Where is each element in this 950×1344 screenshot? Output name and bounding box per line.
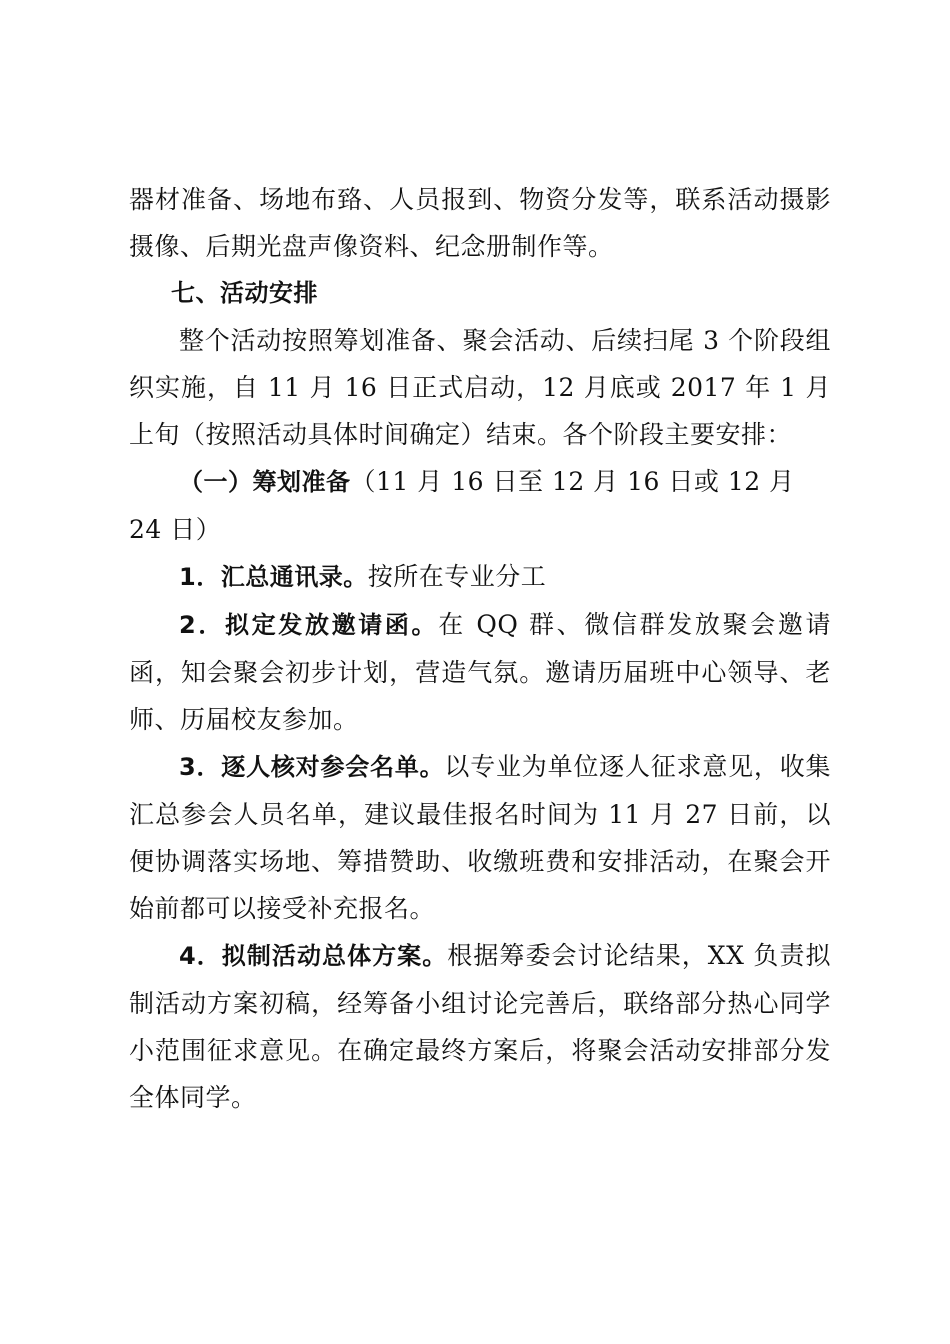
item-2-label: 2．拟定发放邀请函。 [179, 611, 439, 639]
intro-paragraph: 整个活动按照筹划准备、聚会活动、后续扫尾 3 个阶段组织实施，自 11 月 16 日正式启动，12 月底或 2017 年 1 月上旬（按照活动具体时间确定）结束。各个阶段主要安排： [129, 326, 831, 449]
phase-label: （一）筹划准备 [179, 468, 351, 496]
item-3 [129, 743, 831, 932]
item-4-text: 根据筹委会讨论结果，XX 负责拟制活动方案初稿，经筹备小组讨论完善后，联络部分热心同学小范围征求意见。在确定最终方案后，将聚会活动安排部分发全体同学。 [129, 941, 832, 1112]
document-page [129, 176, 831, 1121]
item-3-label: 3．逐人核对参会名单。 [179, 753, 445, 781]
item-4-label: 4．拟制活动总体方案。 [179, 942, 448, 970]
phase-heading [129, 458, 831, 553]
item-1-text: 按所在专业分工 [367, 562, 547, 591]
phase-dates: （11 月 16 日至 12 月 16 日或 12 月 24 日） [129, 467, 795, 544]
section-heading: 七、活动安排 [171, 279, 318, 307]
item-1-label: 1．汇总通讯录。 [179, 563, 368, 591]
item-2 [129, 601, 831, 743]
continuation-paragraph: 器材准备、场地布臵、人员报到、物资分发等，联系活动摄影摄像、后期光盘声像资料、纪念册制作等。 [129, 185, 831, 261]
item-4 [129, 932, 831, 1121]
item-1 [129, 553, 831, 601]
item-3-text: 以专业为单位逐人征求意见，收集汇总参会人员名单，建议最佳报名时间为 11 月 27 日前，以便协调落实场地、筹措赞助、收缴班费和安排活动，在聚会开始前都可以接受补充报名。 [129, 752, 831, 923]
item-2-text: 在 QQ 群、微信群发放聚会邀请函，知会聚会初步计划，营造气氛。邀请历届班中心领导、老师、历届校友参加。 [129, 610, 831, 734]
